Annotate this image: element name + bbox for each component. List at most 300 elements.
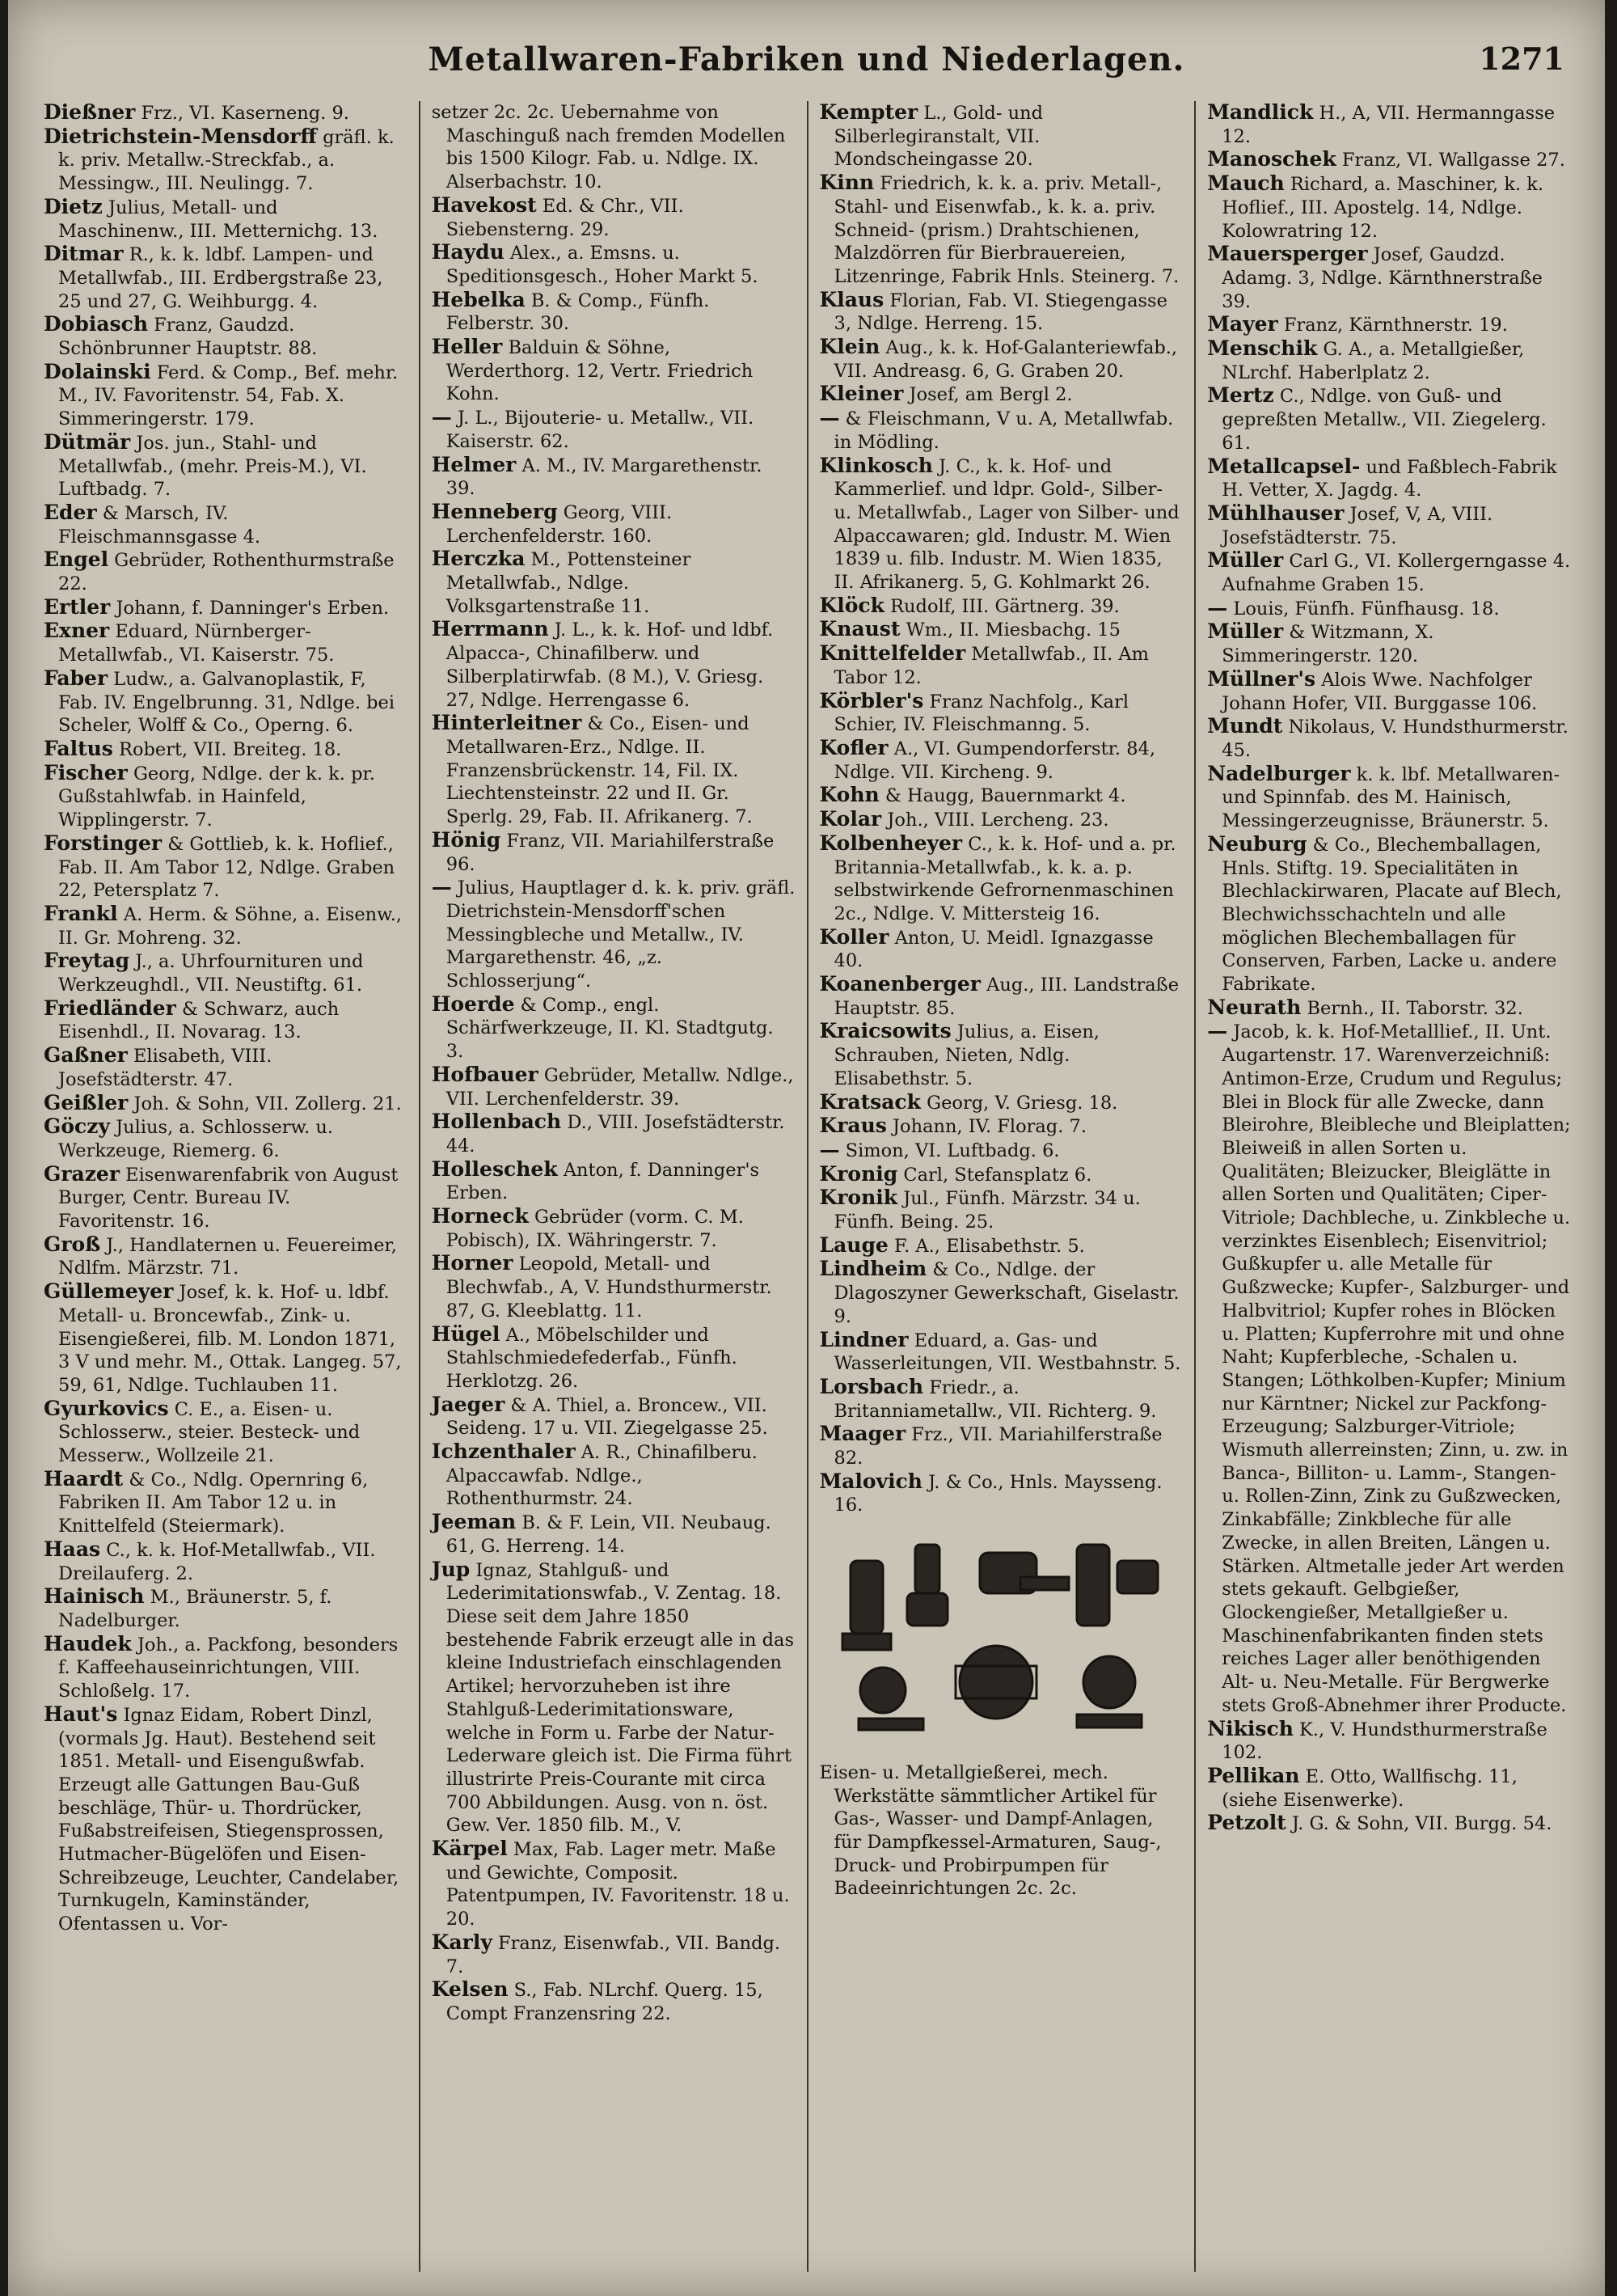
entry-name: Faber [44, 666, 108, 690]
entry-name: Koller [819, 924, 889, 949]
entry-text: C., k. k. Hof- und a. pr. Britannia-Metallwfab., k. k. a. p. selbstwirkende Gefrornenmaschinen 2c., Ndlge. V. Mittersteig 16. [834, 833, 1176, 924]
entry-name: Hoerde [431, 992, 515, 1016]
entry-name: Maager [819, 1422, 906, 1446]
directory-entry [432, 501, 796, 548]
entry-text: Metallwfab., II. Am Tabor 12. [834, 644, 1150, 688]
entry-text: M., Pottensteiner Metallwfab., Ndlge. Volksgartenstraße 11. [445, 549, 691, 617]
entry-name: Körbler's [819, 688, 924, 712]
directory-entry [44, 101, 407, 125]
entry-text: Julius, Hauptlager d. k. k. priv. gräfl. Dietrichstein-Mensdorff'schen Messingbleche und Metallw., IV. Margarethenstr. 46, „z. Schlosserjung“. [445, 877, 796, 992]
directory-entry [1207, 243, 1571, 313]
directory-entry [432, 548, 796, 618]
entry-name: Geißler [44, 1090, 129, 1114]
entry-text: gräfl. k. k. priv. Metallw.-Streckfab., a. Messingw., III. Neulingg. 7. [58, 126, 395, 195]
entry-text: Aug., k. k. Hof-Galanteriewfab., VII. Andreasg. 6, G. Graben 20. [834, 337, 1178, 382]
entry-name: Kraicsowits [819, 1019, 952, 1043]
entry-text: A., Möbelschilder und Stahlschmiedefederfab., Fünfh. Herklotzg. 26. [445, 1324, 737, 1392]
directory-entry [820, 1376, 1184, 1423]
entry-name: Frankl [44, 901, 118, 925]
directory-entry [44, 1397, 407, 1468]
entry-text: Joh. & Sohn, VII. Zollerg. 21. [133, 1093, 402, 1114]
entry-text: Alex., a. Emsns. u. Speditionsgesch., Hoher Markt 5. [445, 243, 758, 287]
entry-name: Dietz [44, 194, 103, 218]
entry-name: — [1207, 595, 1228, 619]
page-number: 1271 [1479, 40, 1564, 77]
entry-name: Hofbauer [431, 1062, 538, 1086]
directory-entry [432, 1252, 796, 1322]
entry-name: Müller [1207, 619, 1284, 644]
entry-name: — [1207, 1019, 1228, 1043]
entry-text: J. C., k. k. Hof- und Kammerlief. und ldpr. Gold-, Silber- u. Metallwfab., Lager von Silber- und Alpaccawaren; gld. Industr. M. Wien 1839 u. filb. Industr. M. Wien 1835, II. Afrikanerg. 5, G. Kohlmarkt 26. [834, 455, 1180, 594]
directory-entry [1207, 148, 1571, 172]
entry-name: Haas [44, 1537, 101, 1561]
directory-entry [432, 1205, 796, 1252]
entry-text: Louis, Fünfh. Fünfhausg. 18. [1233, 598, 1500, 619]
entry-name: Hainisch [44, 1584, 145, 1609]
entry-name: Knittelfelder [819, 641, 966, 666]
entry-text: J., a. Uhrfournituren und Werkzeughdl., VII. Neustiftg. 61. [58, 951, 364, 996]
entry-name: Heller [431, 335, 503, 359]
entry-text: A. Herm. & Söhne, a. Eisenw., II. Gr. Mohreng. 32. [58, 903, 403, 949]
directory-entry [44, 1092, 407, 1116]
directory-entry [432, 1511, 796, 1558]
entry-name: Haydu [431, 240, 505, 264]
directory-entry [432, 1393, 796, 1440]
entry-text: Eduard, Nürnberger-Metallwfab., VI. Kaiserstr. 75. [58, 621, 335, 666]
entry-text: Alois Wwe. Nachfolger Johann Hofer, VII. Burggasse 106. [1222, 669, 1538, 714]
entry-text: Josef, V, A, VIII. Josefstädterstr. 75. [1222, 503, 1493, 548]
directory-entry [44, 1163, 407, 1233]
entry-text: & Co., Ndlg. Opernring 6, Fabriken II. Am Tabor 12 u. in Knittelfeld (Steiermark). [58, 1469, 369, 1537]
directory-entry [432, 1440, 796, 1511]
entry-name: Kärpel [431, 1837, 508, 1861]
directory-entry [44, 903, 407, 949]
entry-text: Eisen- u. Metallgießerei, mech. Werkstätte sämmtlicher Artikel für Gas-, Wasser- und Dampf-Anlagen, für Dampfkessel-Armaturen, Saug-, Druck- und Probirpumpen für Badeeinrichtungen 2c. 2c. [819, 1761, 1162, 1900]
entry-name: Neurath [1207, 995, 1302, 1019]
directory-entry [1207, 172, 1571, 243]
entry-text: G. A., a. Metallgießer, NLrchf. Haberlplatz 2. [1222, 339, 1525, 383]
directory-entry [44, 1115, 407, 1162]
directory-entry [44, 949, 407, 996]
directory-entry [820, 1091, 1184, 1115]
entry-text: Gebrüder, Rothenthurmstraße 22. [58, 550, 395, 595]
entry-text: Balduin & Söhne, Werderthorg. 12, Vertr. Friedrich Kohn. [445, 337, 754, 405]
entry-name: Klinkosch [819, 453, 933, 477]
entry-text: Julius, a. Schlosserw. u. Werkzeuge, Riemerg. 6. [58, 1117, 334, 1161]
directory-entry [820, 926, 1184, 973]
entry-text: & Co., Blechemballagen, Hnls. Stiftg. 19. Specialitäten in Blechlackirwaren, Placate auf Blech, Blechwichsschachteln und alle möglichen Blechemballagen für Conserven, Farben, Lacke u. andere Fabrikate. [1222, 834, 1562, 996]
entry-name: Mauersperger [1207, 242, 1368, 266]
page-title: Metallwaren-Fabriken und Niederlagen. [428, 40, 1185, 78]
entry-name: Grazer [44, 1161, 120, 1186]
directory-entry [820, 383, 1184, 407]
directory-entry [432, 618, 796, 712]
entry-name: Mauch [1207, 171, 1285, 196]
directory-entry [820, 690, 1184, 737]
directory-entry [820, 336, 1184, 383]
entry-text: Jacob, k. k. Hof-Metalllief., II. Unt. Augartenstr. 17. Warenverzeichniß: Antimon-Erze, Crudum und Regulus; Blei in Block für alle Zwecke, dann Bleirohre, Bleibleche und Bleiplatten; Bleiweiß in allen Sorten u. Qualitäten; Bleizucker, Bleiglätte in allen Sorten und Qualitäten; Ciper-Vitriole; Dachbleche, u. Zinkbleche u. verzinktes Eisenblech; Eisenvitriol; Gußkupfer u. alle Metalle für Gußzwecke; Kupfer-, Salzburger- und Halbvitriol; Kupfer rohes in Blöcken u. Platten; Kupferrohre mit und ohne Naht; Kupferbleche, -Schalen u. Stangen; Löthkolben-Kupfer; Minium nur Kärntner; Nickel zur Packfong-Erzeugung; Salzburger-Vitriole; Wismuth allerreinsten; Zinn, u. zw. in Banca-, Billiton- u. Lamm-, Stangen- u. Rollen-Zinn, Zink zu Gußzwecken, Zinkabfälle; Zinkbleche für alle Zwecke, in allen Breiten, Längen u. Stärken. Altmetalle jeder Art werden stets gekauft. Gelbgießer, Glockengießer, Metallgießer u. Maschinenfabrikanten finden stets reiches Lager aller benöthigenden Alt- u. Neu-Metalle. Für Bergwerke stets Groß-Abnehmer ihrer Producte. [1222, 1021, 1571, 1716]
directory-entry [820, 1186, 1184, 1233]
directory-entry [432, 712, 796, 829]
entry-name: Mundt [1207, 714, 1283, 738]
entry-text: C. E., a. Eisen- u. Schlosserw., steier. Besteck- und Messerw., Wollzeile 21. [58, 1398, 361, 1467]
entry-name: Haudek [44, 1631, 132, 1655]
entry-name: Holleschek [431, 1156, 558, 1181]
directory-entry [1207, 668, 1571, 715]
column-1 [32, 101, 419, 2272]
entry-text: und Faßblech-Fabrik H. Vetter, X. Jagdg. 4. [1222, 456, 1557, 501]
directory-entry [432, 406, 796, 453]
directory-entry [820, 289, 1184, 336]
entry-text: Georg, Ndlge. der k. k. pr. Gußstahlwfab. in Hainfeld, Wipplingerstr. 7. [58, 763, 375, 831]
entry-name: Jup [431, 1557, 471, 1581]
entry-text: Joh., VIII. Lercheng. 23. [887, 810, 1109, 831]
directory-entry [820, 618, 1184, 642]
entry-text: C., k. k. Hof-Metallwfab., VII. Dreilauferg. 2. [58, 1539, 376, 1584]
directory-entry [1207, 715, 1571, 762]
directory-entry [1207, 1718, 1571, 1765]
entry-text: Jos. jun., Stahl- und Metallwfab., (mehr. Preis-M.), VI. Luftbadg. 7. [58, 432, 367, 501]
entry-name: — [819, 406, 840, 430]
entry-text: Josef, k. k. Hof- u. ldbf. Metall- u. Broncewfab., Zink- u. Eisengießerei, filb. M. London 1871, 3 V und mehr. M., Ottak. Langeg. 57, 59, 61, Ndlge. Tuchlauben 11. [58, 1282, 402, 1396]
entry-text: Jul., Fünfh. Märzstr. 34 u. Fünfh. Being. 25. [834, 1188, 1141, 1233]
directory-entry [1207, 1020, 1571, 1717]
entry-name: Nadelburger [1207, 761, 1351, 785]
directory-entry [820, 407, 1184, 454]
entry-name: Engel [44, 548, 109, 572]
entry-name: — [431, 875, 452, 899]
entry-text: D., VIII. Josefstädterstr. 44. [445, 1112, 785, 1156]
column-2 [419, 101, 807, 2272]
entry-text: Franz, Kärnthnerstr. 19. [1283, 315, 1508, 336]
entry-text: H., A, VII. Hermanngasse 12. [1222, 103, 1556, 147]
directory-entry [432, 829, 796, 876]
entry-name: Nikisch [1207, 1716, 1294, 1740]
entry-name: Fischer [44, 760, 128, 784]
directory-entry [820, 1329, 1184, 1376]
entry-text: S., Fab. NLrchf. Querg. 15, Compt Franzensring 22. [445, 1980, 763, 2024]
directory-entry [820, 1470, 1184, 1517]
entry-text: Eisenwarenfabrik von August Burger, Centr. Bureau IV. Favoritenstr. 16. [58, 1164, 399, 1233]
entry-text: F. A., Elisabethstr. 5. [894, 1235, 1085, 1257]
entry-text: & Schwarz, auch Eisenhdl., II. Novarag. 13. [58, 998, 340, 1043]
entry-text: & Witzmann, X. Simmeringerstr. 120. [1222, 622, 1434, 667]
directory-entry [432, 1558, 796, 1837]
entry-text: J., Handlaternen u. Feuereimer, Ndlfm. Märzstr. 71. [58, 1234, 397, 1279]
entry-text: K., V. Hundsthurmerstraße 102. [1222, 1719, 1547, 1764]
entry-text: Carl, Stefansplatz 6. [903, 1164, 1092, 1186]
entry-text: Leopold, Metall- und Blechwfab., A, V. Hundsthurmerstr. 87, G. Kleeblattg. 11. [445, 1254, 772, 1321]
directory-entry [44, 738, 407, 762]
directory-entry [1207, 384, 1571, 455]
directory-page [8, 0, 1605, 2296]
entry-text: Ed. & Chr., VII. Siebensterng. 29. [445, 195, 684, 240]
entry-name: Eder [44, 500, 97, 524]
directory-entry [432, 876, 796, 993]
directory-entry [44, 1703, 407, 1936]
entry-text: J. L., Bijouterie- u. Metallw., VII. Kaiserstr. 62. [445, 408, 754, 452]
directory-entry [820, 594, 1184, 619]
entry-text: L., Gold- und Silberlegiranstalt, VII. Mondscheingasse 20. [834, 103, 1043, 171]
entry-name: Exner [44, 619, 110, 643]
entry-text: Carl G., VI. Kollergerngasse 4. Aufnahme Graben 15. [1222, 551, 1571, 596]
entry-name: Neuburg [1207, 831, 1307, 856]
directory-entry [432, 241, 796, 288]
entry-name: Petzolt [1207, 1811, 1286, 1835]
directory-entry [44, 1585, 407, 1632]
entry-text: A. M., IV. Margarethenstr. 39. [445, 455, 762, 500]
entry-name: Groß [44, 1232, 101, 1256]
directory-entry [44, 1280, 407, 1397]
directory-entry [44, 361, 407, 431]
entry-name: Forstinger [44, 831, 163, 855]
entry-text: B. & Comp., Fünfh. Felberstr. 30. [445, 290, 710, 335]
entry-text: & Co., Ndlge. der Dlagoszyner Gewerkschaft, Giselastr. 9. [834, 1259, 1180, 1327]
entry-name: Ditmar [44, 242, 124, 266]
entry-text: Franz, VII. Mariahilferstraße 96. [445, 830, 775, 875]
entry-text: Anton, f. Danninger's Erben. [445, 1159, 760, 1204]
entry-text: E. Otto, Wallfischg. 11, (siehe Eisenwerke). [1222, 1765, 1518, 1811]
directory-entry [432, 101, 796, 194]
entry-text: Aug., III. Landstraße Hauptstr. 85. [834, 975, 1180, 1019]
entry-text: Georg, VIII. Lerchenfelderstr. 160. [445, 501, 673, 547]
entry-name: Kofler [819, 735, 889, 759]
directory-entry [820, 832, 1184, 926]
entry-text: Elisabeth, VIII. Josefstädterstr. 47. [58, 1046, 272, 1090]
entry-text: Josef, am Bergl 2. [909, 384, 1073, 406]
entry-text: Johann, IV. Florag. 7. [893, 1116, 1087, 1138]
entry-text: Franz, Eisenwfab., VII. Bandg. 7. [445, 1932, 781, 1977]
entry-name: Pellikan [1207, 1763, 1300, 1787]
directory-entry [1207, 833, 1571, 996]
entry-name: Dietrichstein-Mensdorff [44, 124, 317, 148]
entry-text: & Gottlieb, k. k. Hoflief., Fab. II. Am Tabor 12, Ndlge. Graben 22, Petersplatz 7. [58, 833, 395, 902]
entry-name: Dießner [44, 101, 136, 124]
entry-name: Hönig [431, 827, 501, 852]
directory-entry [44, 196, 407, 243]
entry-name: Hinterleitner [431, 711, 582, 735]
directory-entry [432, 1158, 796, 1205]
entry-text: k. k. lbf. Metallwaren- und Spinnfab. des M. Hainisch, Messingerzeugnisse, Bräunerstr. 5. [1222, 763, 1560, 832]
directory-entry [1207, 620, 1571, 667]
directory-entry [44, 501, 407, 548]
entry-name: Horneck [431, 1204, 529, 1228]
directory-entry [1207, 763, 1571, 833]
entry-name: Kinn [819, 171, 875, 195]
directory-columns [32, 101, 1582, 2272]
directory-entry [432, 1837, 796, 1931]
entry-text: Max, Fab. Lager metr. Maße und Gewichte, Composit. Patentpumpen, IV. Favoritenstr. 18 u. 20. [445, 1839, 790, 1930]
directory-entry [1207, 337, 1571, 384]
entry-text: Joh., a. Packfong, besonders f. Kaffeehauseinrichtungen, VIII. Schloßelg. 17. [58, 1634, 399, 1702]
directory-entry [820, 171, 1184, 289]
entry-text: Gebrüder, Metallw. Ndlge., VII. Lerchenfelderstr. 39. [445, 1064, 794, 1110]
entry-name: Klaus [819, 287, 884, 311]
entry-text: & A. Thiel, a. Broncew., VII. Seideng. 17 u. VII. Ziegelgasse 25. [445, 1394, 768, 1440]
entry-name: Faltus [44, 736, 113, 760]
directory-entry [44, 997, 407, 1044]
directory-entry [1207, 549, 1571, 596]
entry-name: Mühlhauser [1207, 501, 1345, 525]
directory-entry [820, 101, 1184, 171]
entry-name: — [431, 405, 452, 429]
entry-name: Hollenbach [431, 1110, 562, 1134]
directory-entry [432, 1931, 796, 1978]
entry-name: Müllner's [1207, 666, 1316, 691]
entry-name: Gyurkovics [44, 1396, 169, 1420]
entry-name: Kempter [819, 101, 918, 124]
entry-name: Ichzenthaler [431, 1440, 576, 1464]
entry-name: Ertler [44, 594, 111, 619]
entry-text: J. & Co., Hnls. Maysseng. 16. [834, 1471, 1163, 1516]
directory-entry [820, 1234, 1184, 1258]
entry-text: & Marsch, IV. Fleischmannsgasse 4. [58, 502, 261, 548]
entry-name: Klöck [819, 593, 884, 617]
directory-entry [820, 1114, 1184, 1139]
entry-text: Ludw., a. Galvanoplastik, F, Fab. IV. Engelbrunng. 31, Ndlge. bei Scheler, Wolff & Co., Operng. 6. [58, 668, 395, 737]
directory-entry [432, 1323, 796, 1393]
entry-text: Wm., II. Miesbachg. 15 [906, 619, 1121, 641]
entry-name: Dütmär [44, 429, 131, 454]
directory-entry [44, 431, 407, 501]
entry-name: Kelsen [431, 1977, 509, 2002]
directory-entry [44, 1044, 407, 1091]
directory-entry [1207, 101, 1571, 148]
directory-entry [44, 762, 407, 832]
entry-text: Johann, f. Danninger's Erben. [116, 597, 390, 619]
entry-text: & Fleischmann, V u. A, Metallwfab. in Mödling. [834, 408, 1174, 453]
entry-text: Josef, Gaudzd. Adamg. 3, Ndlge. Kärnthnerstraße 39. [1222, 244, 1543, 312]
directory-entry [432, 993, 796, 1063]
entry-name: Gaßner [44, 1043, 128, 1068]
entry-text: J. G. & Sohn, VII. Burgg. 54. [1291, 1813, 1552, 1835]
entry-text: M., Bräunerstr. 5, f. Nadelburger. [58, 1587, 332, 1631]
entry-text: Friedr., a. Britanniametallw., VII. Richterg. 9. [834, 1376, 1157, 1422]
directory-entry [820, 1139, 1184, 1163]
entry-name: Knaust [819, 617, 901, 641]
directory-entry [44, 548, 407, 595]
entry-name: Göczy [44, 1114, 110, 1139]
entry-name: Friedländer [44, 996, 176, 1020]
entry-text: Julius, Metall- und Maschinenw., III. Metternichg. 13. [58, 197, 378, 242]
entry-name: Metallcapsel- [1207, 454, 1361, 478]
entry-name: Haut's [44, 1702, 118, 1726]
entry-text: Frz., VI. Kaserneng. 9. [141, 103, 349, 124]
directory-entry [820, 737, 1184, 784]
directory-entry [1207, 455, 1571, 502]
entry-text: A. R., Chinafilberu. Alpaccawfab. Ndlge., Rothenthurmstr. 24. [445, 1442, 758, 1510]
entry-text: Ignaz, Stahlguß- und Lederimitationswfab., V. Zentag. 18. Diese seit dem Jahre 1850 bestehende Fabrik erzeugt alle in das kleine Industriefach einschlagenden Artikel; hervorzuheben ist ihre Stahlguß-Lederimitationsware, welche in Form u. Farbe der Natur-Lederware gleich ist. Die Firma führt illustrirte Preis-Courante mit circa 700 Abbildungen. Ausg. von n. öst. Gew. Ver. 1850 filb. M., V. [445, 1559, 794, 1837]
entry-name: Dolainski [44, 359, 151, 383]
entry-text: Franz, Gaudzd. Schönbrunner Hauptstr. 88. [58, 315, 318, 360]
directory-entry [820, 1163, 1184, 1187]
entry-name: Haardt [44, 1466, 124, 1490]
entry-name: Mertz [1207, 383, 1274, 408]
entry-name: Kohn [819, 783, 880, 807]
entry-name: Güllemeyer [44, 1279, 174, 1304]
directory-entry [820, 1423, 1184, 1469]
entry-name: Helmer [431, 452, 517, 476]
entry-text: Richard, a. Maschiner, k. k. Hoflief., III. Apostelg. 14, Ndlge. Kolowratring 12. [1222, 174, 1544, 242]
directory-entry [44, 1633, 407, 1703]
entry-name: Hügel [431, 1321, 500, 1346]
directory-entry [432, 336, 796, 406]
entry-name: Jeeman [431, 1510, 517, 1534]
directory-entry [44, 832, 407, 903]
column-3 [807, 101, 1195, 2272]
entry-name: Freytag [44, 949, 130, 973]
directory-entry [820, 808, 1184, 832]
entry-name: Menschik [1207, 336, 1318, 361]
directory-entry [820, 784, 1184, 808]
directory-entry [432, 194, 796, 241]
valves-illustration [834, 1529, 1174, 1739]
directory-entry [44, 1468, 407, 1538]
entry-text: Gebrüder (vorm. C. M. Pobisch), IX. Währingerstr. 7. [445, 1207, 744, 1251]
entry-name: Klein [819, 335, 880, 359]
directory-entry [44, 667, 407, 738]
entry-text: C., Ndlge. von Guß- und gepreßten Metallw., VII. Ziegelerg. 61. [1222, 386, 1547, 454]
entry-name: Lauge [819, 1233, 889, 1257]
entry-name: — [819, 1137, 840, 1161]
entry-text: Robert, VII. Breiteg. 18. [119, 738, 342, 760]
entry-name: Herrmann [431, 617, 549, 641]
entry-text: A., VI. Gumpendorferstr. 84, Ndlge. VII. Kircheng. 9. [834, 738, 1155, 783]
entry-name: Henneberg [431, 499, 558, 523]
directory-entry [1207, 996, 1571, 1021]
entry-name: Kolar [819, 807, 882, 831]
entry-name: Kraus [819, 1114, 887, 1138]
entry-name: Kronig [819, 1161, 898, 1186]
entry-text: Georg, V. Griesg. 18. [927, 1092, 1118, 1114]
page-header [40, 34, 1573, 91]
directory-entry [1207, 502, 1571, 549]
directory-entry [432, 1978, 796, 2025]
directory-entry [820, 1020, 1184, 1090]
directory-entry [820, 973, 1184, 1020]
entry-name: Kronik [819, 1186, 898, 1210]
entry-name: Havekost [431, 192, 537, 217]
entry-text: & Comp., engl. Schärfwerkzeuge, II. Kl. Stadtgutg. 3. [445, 994, 774, 1063]
entry-name: Malovich [819, 1469, 922, 1493]
entry-name: Horner [431, 1251, 513, 1275]
entry-text: Rudolf, III. Gärtnerg. 39. [890, 595, 1120, 617]
entry-text: Simon, VI. Luftbadg. 6. [845, 1140, 1060, 1161]
entry-text: setzer 2c. 2c. Uebernahme von Maschinguß nach fremden Modellen bis 1500 Kilogr. Fab. u. Ndlge. IX. Alserbachstr. 10. [431, 102, 786, 193]
directory-entry [1207, 1765, 1571, 1812]
entry-name: Mayer [1207, 312, 1278, 336]
entry-text: Franz, VI. Wallgasse 27. [1341, 150, 1565, 171]
entry-name: Manoschek [1207, 147, 1336, 171]
directory-entry [44, 243, 407, 313]
directory-entry [44, 1233, 407, 1280]
entry-text: Franz Nachfolg., Karl Schier, IV. Fleischmanng. 5. [834, 691, 1129, 736]
entry-name: Karly [431, 1930, 492, 1954]
entry-text: Florian, Fab. VI. Stiegengasse 3, Ndlge. Herreng. 15. [834, 290, 1167, 335]
directory-entry [432, 1063, 796, 1110]
entry-text: Ignaz Eidam, Robert Dinzl, (vormals Jg. Haut). Bestehend seit 1851. Metall- und Eisengußwfab. Erzeugt alle Gattungen Bau-Guß beschläge, Thür- u. Thordrücker, Fußabstreifeisen, Stiegensprossen, Hutmacher-Bügelöfen und Eisen-Schreibzeuge, Leuchter, Candelaber, Turnkugeln, Kaminständer, Ofentassen u. Vor- [58, 1704, 399, 1935]
entry-name: Jaeger [431, 1392, 505, 1416]
directory-entry [44, 619, 407, 666]
entry-name: Lorsbach [819, 1374, 924, 1398]
entry-text: Friedrich, k. k. a. priv. Metall-, Stahl- und Eisenwfab., k. k. a. priv. Schneid- (prism.) Drahtschienen, Malzdörren für Bierbrauereien, Litzenringe, Fabrik Hnls. Steinerg. 7. [834, 173, 1180, 287]
directory-entry [820, 642, 1184, 689]
entry-name: Hebelka [431, 287, 526, 311]
entry-name: Lindner [819, 1327, 909, 1351]
entry-name: Dobiasch [44, 312, 149, 336]
entry-text: Anton, U. Meidl. Ignazgasse 40. [834, 927, 1154, 972]
directory-entry [820, 455, 1184, 594]
